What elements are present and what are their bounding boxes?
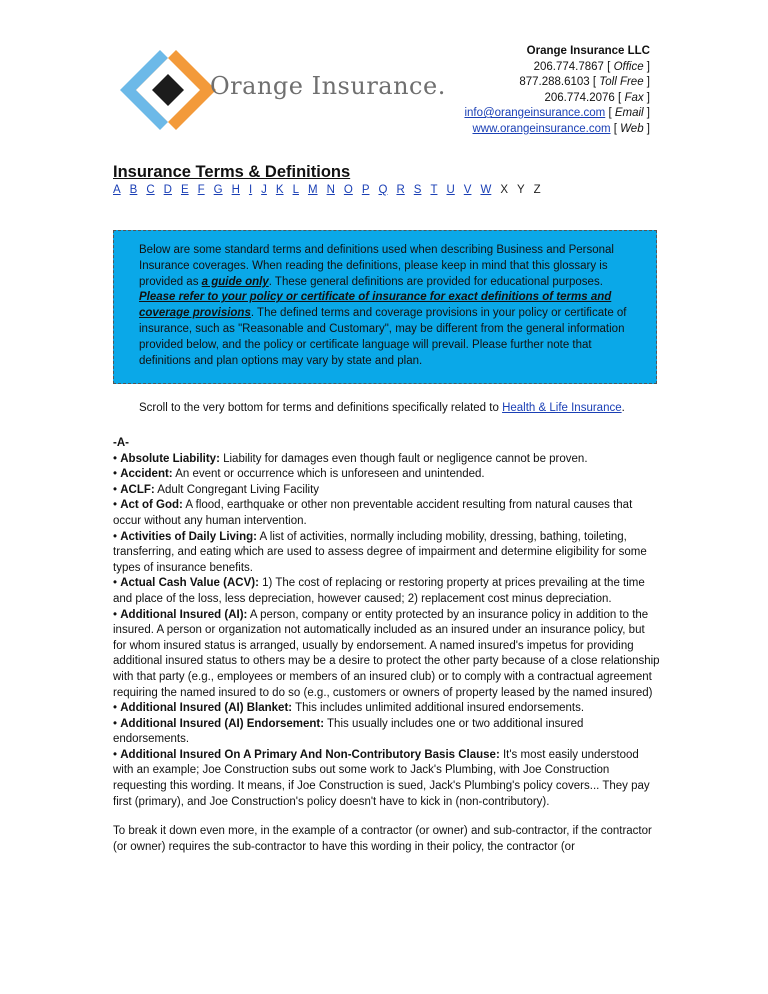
- definition-term: Activities of Daily Living:: [120, 530, 257, 543]
- definition-text: Liability for damages even though fault or negligence cannot be proven.: [219, 452, 588, 465]
- diamond-logo-icon: [118, 48, 218, 138]
- alpha-letter-x: X: [500, 184, 508, 196]
- alpha-link-m[interactable]: M: [307, 184, 318, 196]
- page-title: Insurance Terms & Definitions: [113, 163, 351, 181]
- alpha-link-b[interactable]: B: [129, 184, 138, 196]
- alpha-link-c[interactable]: C: [146, 184, 155, 196]
- alpha-link-d[interactable]: D: [163, 184, 172, 196]
- company-logo: [118, 48, 446, 128]
- definition-term: Actual Cash Value (ACV):: [120, 577, 259, 590]
- definition-term: Additional Insured (AI):: [120, 608, 248, 621]
- definition-term: Additional Insured On A Primary And Non-Contributory Basis Clause:: [120, 748, 500, 761]
- alpha-link-f[interactable]: F: [197, 184, 205, 196]
- definitions-list: [113, 436, 661, 855]
- definition-text: It's most easily understood with an example; Joe Construction subs out some work to Jack's Plumbing, with Joe Construction requesting this wording. It means, if Joe Construction is sued, Jack's Plumbing's policy covers... They pay first (primary), and Joe Construction's policy doesn't have to kick in (non-contributory).: [113, 748, 650, 808]
- definition-item: • Act of God: A flood, earthquake or other non preventable accident resulting from natural causes that occur without any human intervention.: [113, 499, 633, 527]
- office-phone: 206.774.7867 [ Office ]: [533, 60, 650, 73]
- web-line: www.orangeinsurance.com [ Web ]: [472, 122, 650, 135]
- alpha-link-o[interactable]: O: [343, 184, 353, 196]
- scroll-note: Scroll to the very bottom for terms and definitions specifically related to Health & Life Insurance.: [139, 402, 625, 414]
- alpha-link-t[interactable]: T: [430, 184, 438, 196]
- email-line: info@orangeinsurance.com [ Email ]: [464, 107, 650, 119]
- alpha-link-g[interactable]: G: [213, 184, 223, 196]
- definition-term: ACLF:: [120, 483, 155, 496]
- definition-item: • Additional Insured (AI) Endorsement: This usually includes one or two additional insured endorsements.: [113, 717, 584, 746]
- alpha-link-k[interactable]: K: [275, 184, 284, 196]
- fax-number: 206.774.2076 [ Fax ]: [544, 91, 650, 104]
- definition-item: • Accident: An event or occurrence which is unforeseen and unintended.: [113, 468, 485, 481]
- alpha-link-v[interactable]: V: [463, 184, 472, 196]
- alpha-link-l[interactable]: L: [292, 184, 299, 196]
- alphabet-nav: [113, 184, 550, 196]
- alpha-link-j[interactable]: J: [261, 184, 267, 196]
- definition-item: • Additional Insured (AI) Blanket: This includes unlimited additional insured endorsements.: [113, 702, 585, 715]
- alpha-link-n[interactable]: N: [326, 184, 335, 196]
- definition-text: 1) The cost of replacing or restoring property at prices prevailing at the time and place of the loss, less depreciation, however caused; 2) replacement cost minus depreciation.: [113, 577, 645, 605]
- alpha-link-p[interactable]: P: [361, 184, 370, 196]
- definition-item: • Additional Insured On A Primary And Non-Contributory Basis Clause: It's most easily understood with an example; Joe Construction subs out some work to Jack's Plumbing, with Joe Construction requesting this wording. It means, if Joe Construction is sued, Jack's Plumbing's policy covers... They pay first (primary), and Joe Construction's policy doesn't have to kick in (non-contributory).: [113, 748, 650, 808]
- definition-text: This usually includes one or two additional insured endorsements.: [113, 717, 584, 746]
- definition-text: This includes unlimited additional insured endorsements.: [292, 702, 585, 715]
- logo-wordmark: Orange Insurance.: [210, 72, 446, 100]
- alpha-link-u[interactable]: U: [446, 184, 455, 196]
- guide-emphasis: a guide only: [201, 275, 269, 288]
- definition-item: • Actual Cash Value (ACV): 1) The cost of replacing or restoring property at prices prevailing at the time and place of the loss, less depreciation, however caused; 2) replacement cost minus depreciation.: [113, 577, 645, 605]
- definition-term: Additional Insured (AI) Endorsement:: [120, 717, 325, 730]
- email-link[interactable]: info@orangeinsurance.com: [464, 107, 606, 119]
- definition-text: Adult Congregant Living Facility: [154, 483, 320, 496]
- definition-paragraph: To break it down even more, in the example of a contractor (or owner) and sub-contractor, if the contractor (or owner) requires the sub-contractor to have this wording in their policy, the contractor (or: [113, 825, 652, 853]
- policy-emphasis: Please refer to your policy or certificate of insurance for exact definitions of terms and coverage provisions: [139, 291, 612, 320]
- definition-item: • Additional Insured (AI): A person, company or entity protected by an insurance policy in addition to the insured. A person or organization not automatically included as an insured under an insurance policy, but for whom insured status is arranged, usually by endorsement. A named insured's impetus for providing additional insured status to others may be a desire to protect the other party because of a close relationship with that party (e.g., employees or members of an insured club) or to comply with a contractual agreement requiring the named insured to do so (e.g., customers or owners of property leased by the named insured): [113, 608, 660, 699]
- definition-item: • Absolute Liability: Liability for damages even though fault or negligence cannot be proven.: [113, 452, 588, 465]
- company-contact: [464, 44, 650, 137]
- alpha-link-e[interactable]: E: [180, 184, 189, 196]
- section-heading: -A-: [113, 437, 129, 449]
- alpha-link-w[interactable]: W: [480, 184, 492, 196]
- web-link[interactable]: www.orangeinsurance.com: [472, 122, 611, 135]
- alpha-letter-y: Y: [516, 184, 525, 196]
- definition-term: Absolute Liability:: [120, 452, 220, 465]
- alpha-link-s[interactable]: S: [413, 184, 422, 196]
- definition-item: • Activities of Daily Living: A list of activities, normally including mobility, dressing, bathing, toileting, transferring, and eating which are used to assess degree of impairment and determine eligibility for some types of insurance benefits.: [113, 530, 647, 574]
- definition-text: A flood, earthquake or other non preventable accident resulting from natural causes that occur without any human intervention.: [113, 499, 633, 527]
- definition-text: A list of activities, normally including mobility, dressing, bathing, toileting, transferring, and eating which are used to assess degree of impairment and determine eligibility for some types of insurance benefits.: [113, 530, 647, 574]
- alpha-link-i[interactable]: I: [248, 184, 253, 196]
- definition-term: Act of God:: [120, 499, 183, 512]
- alpha-letter-z: Z: [533, 184, 541, 196]
- definition-text: A person, company or entity protected by an insurance policy in addition to the insured. A person or organization not automatically included as an insured under an insurance policy, but for whom insured status is arranged, usually by endorsement. A named insured's impetus for providing additional insured status to others may be a desire to protect the other party because of a close relationship with that party (e.g., employees or members of an insured club) or to comply with a contractual agreement requiring the named insured to do so (e.g., customers or owners of property leased by the named insured): [113, 608, 660, 699]
- definition-item: • ACLF: Adult Congregant Living Facility: [113, 483, 320, 496]
- health-life-link[interactable]: Health & Life Insurance: [502, 402, 622, 414]
- company-name: Orange Insurance LLC: [526, 45, 650, 57]
- toll-free-phone: 877.288.6103 [ Toll Free ]: [519, 76, 650, 88]
- alpha-link-q[interactable]: Q: [378, 184, 388, 196]
- alpha-link-r[interactable]: R: [396, 184, 405, 196]
- alpha-link-h[interactable]: H: [231, 184, 240, 196]
- definition-term: Additional Insured (AI) Blanket:: [120, 702, 293, 715]
- definition-term: Accident:: [120, 468, 173, 481]
- disclaimer-box: Below are some standard terms and definitions used when describing Business and Personal Insurance coverages. When reading the definitions, please keep in mind that this glossary is provided as a guide only. These general definitions are provided for educational purposes. Please refer to your policy or certificate of insurance for exact definitions of terms and coverage provisions. The defined terms and coverage provisions in your policy or certificate of insurance, such as "Reasonable and Customary", may be different from the general information provided below, and the policy or certificate language will prevail. Please further note that definitions and plan options may vary by state and plan.: [113, 230, 657, 384]
- definition-text: An event or occurrence which is unforeseen and unintended.: [172, 468, 485, 481]
- alpha-link-a[interactable]: A: [113, 184, 121, 196]
